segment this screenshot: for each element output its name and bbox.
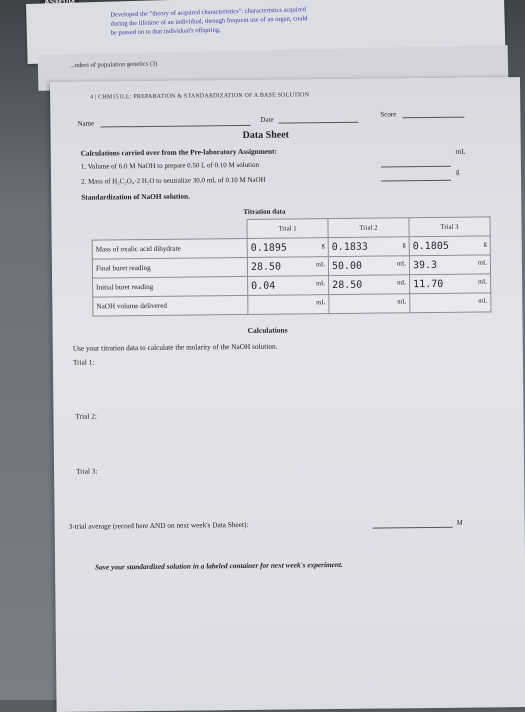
section-header: 4 | CHM151LL: PREPARATION & STANDARDIZATION OF A BASE SOLUTION — [90, 92, 310, 101]
item-1-answer-line[interactable] — [381, 166, 451, 168]
row-label: NaOH volume delivered — [93, 295, 248, 316]
table-title: Titration data — [243, 207, 286, 216]
item-2-unit: g — [455, 167, 460, 176]
score-line[interactable] — [402, 117, 464, 119]
handwritten-value: 39.3 — [412, 259, 438, 271]
row-label: Mass of oxalic acid dihydrate — [92, 238, 247, 259]
average-label: 3-trial average (record here AND on next week's Data Sheet): — [68, 519, 249, 531]
unit-label: mL — [396, 260, 406, 268]
unit-label: mL — [316, 299, 326, 307]
row-label: Final buret reading — [92, 257, 247, 278]
table-row — [93, 293, 491, 316]
handwritten-value: 0.1895 — [250, 242, 287, 254]
cell-trial-2[interactable] — [328, 237, 409, 257]
titration-table — [91, 216, 491, 316]
trial-1-label: Trial 1: — [72, 357, 95, 367]
table-corner — [92, 219, 247, 240]
score-label: Score — [380, 110, 397, 119]
unit-label: mL — [397, 279, 407, 287]
standardization-heading: Standardization of NaOH solution. — [81, 191, 190, 202]
cell-trial-3[interactable] — [409, 236, 490, 256]
date-line[interactable] — [278, 122, 358, 124]
unit-label: g — [321, 242, 325, 250]
cell-trial-1[interactable] — [248, 295, 329, 315]
row-label: Initial buret reading — [93, 276, 248, 297]
cell-trial-2[interactable] — [329, 294, 410, 314]
page-title: Data Sheet — [242, 129, 290, 141]
cell-trial-3[interactable] — [410, 274, 491, 294]
trial-2-header: Trial 2 — [328, 218, 409, 238]
item-2-answer-line[interactable] — [381, 180, 451, 182]
trial-3-label: Trial 3: — [76, 466, 98, 476]
unit-label: g — [483, 240, 487, 248]
trial-1-header: Trial 1 — [247, 219, 328, 239]
item-1: 1. Volume of 6.0 M NaOH to prepare 0.50 L of 0.10 M solution — [80, 160, 260, 171]
handwritten-value: 11.70 — [413, 278, 444, 290]
cell-trial-3[interactable] — [410, 293, 491, 313]
handwritten-value: 50.00 — [331, 260, 363, 272]
item-1-unit: mL — [455, 147, 466, 156]
item-2: 2. Mass of H₂C₂O₄·2 H₂O to neutralize 30.0 mL of 0.10 M NaOH — [81, 175, 266, 186]
unit-label: mL — [315, 261, 325, 269]
name-line[interactable] — [100, 125, 250, 128]
trial-3-header: Trial 3 — [409, 217, 490, 237]
cell-trial-3[interactable] — [409, 255, 490, 275]
fragment-line: ...nders of population genetics (3) — [69, 60, 158, 70]
cell-trial-1[interactable] — [247, 238, 328, 258]
unit-label: mL — [477, 259, 487, 267]
cell-trial-1[interactable] — [247, 257, 328, 277]
unit-label: mL — [316, 280, 326, 288]
trial-2-label: Trial 2: — [75, 411, 97, 421]
handwritten-value: 0.1805 — [412, 240, 449, 252]
unit-label: mL — [478, 297, 488, 305]
fragment-line-3: be passed on to that individual's offspring. — [110, 26, 221, 37]
average-answer-line[interactable] — [373, 527, 453, 529]
handwritten-value: 0.04 — [251, 280, 276, 292]
average-unit: M — [456, 518, 463, 527]
cell-trial-1[interactable] — [248, 276, 329, 296]
handwritten-value: 0.1833 — [331, 241, 368, 253]
date-label: Date — [260, 115, 274, 124]
calculations-title: Calculations — [247, 325, 288, 335]
fragment-line-1: Developed the "theory of acquired characteristics": characteristics acquired — [110, 6, 307, 19]
unit-label: mL — [478, 278, 488, 286]
footer-note: Save your standardized solution in a labeled container for next week's experiment. — [95, 559, 343, 572]
cell-trial-2[interactable] — [329, 275, 410, 295]
unit-label: g — [402, 241, 406, 249]
cell-trial-2[interactable] — [328, 256, 409, 276]
calc-heading: Calculations carried over from the Pre-laboratory Assignment: — [80, 146, 277, 158]
handwritten-value: 28.50 — [332, 279, 363, 291]
fragment-line-2: during the lifetime of an individual, through frequent use of an organ, could — [110, 15, 308, 28]
data-sheet-page — [50, 77, 525, 712]
unit-label: mL — [397, 298, 407, 306]
name-label: Name — [77, 119, 95, 128]
handwritten-value: 28.50 — [250, 261, 282, 273]
calc-instruction: Use your titration data to calculate the molarity of the NaOH solution. — [72, 341, 278, 353]
